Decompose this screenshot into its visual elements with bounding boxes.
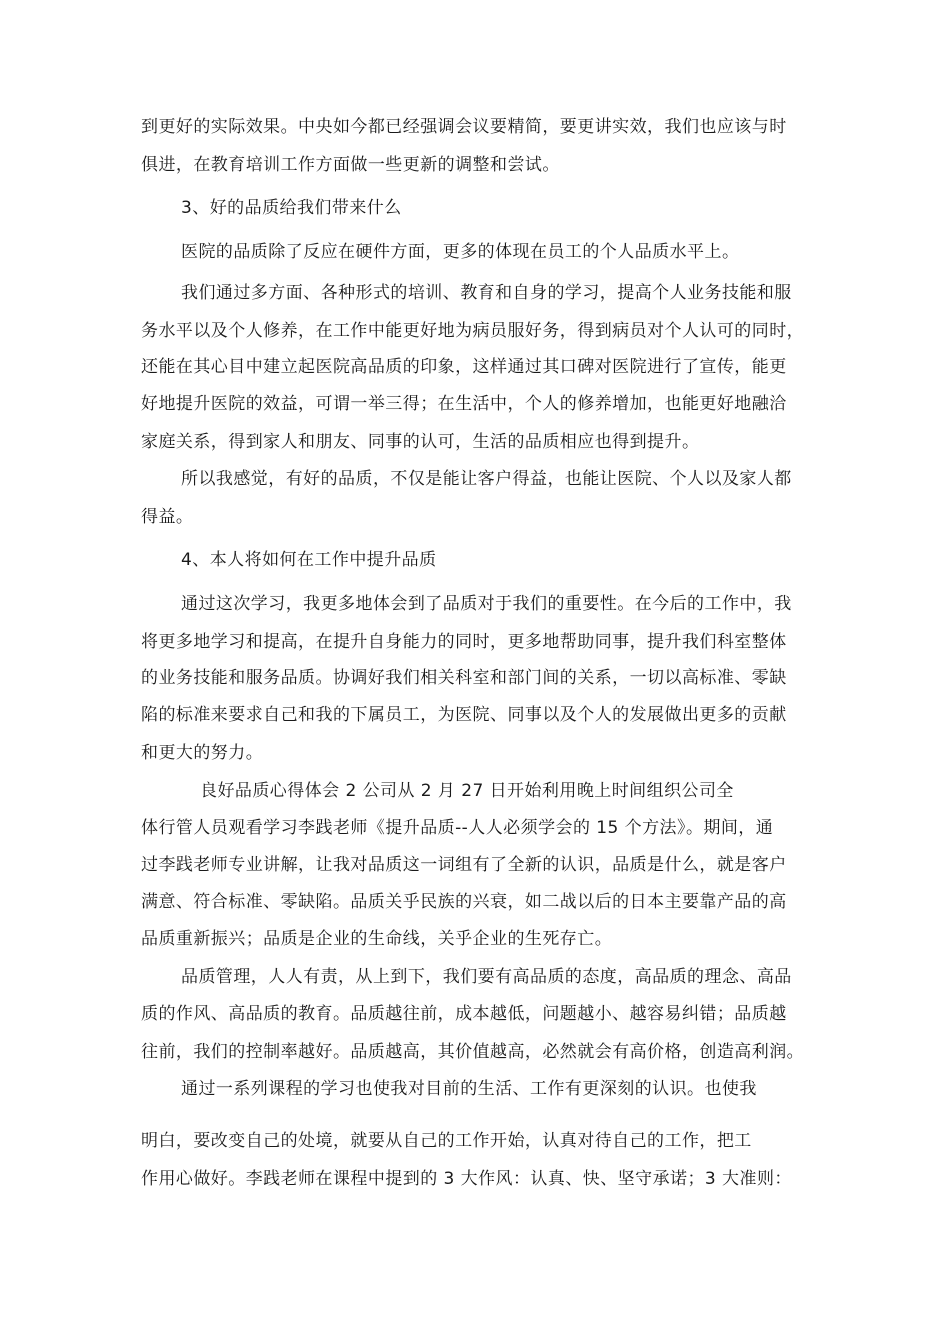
text-line: 务水平以及个人修养，在工作中能更好地为病员服好务，得到病员对个人认可的同时，: [141, 321, 805, 341]
text-line: 还能在其心目中建立起医院高品质的印象，这样通过其口碑对医院进行了宣传，能更: [141, 357, 787, 377]
text-line: 作用心做好。李践老师在课程中提到的 3 大作风：认真、快、坚守承诺；3 大准则：: [141, 1169, 792, 1189]
text-line: 俱进，在教育培训工作方面做一些更新的调整和尝试。: [141, 155, 560, 175]
text-line: 通过这次学习，我更多地体会到了品质对于我们的重要性。在今后的工作中，我: [181, 594, 792, 614]
text-line: 过李践老师专业讲解，让我对品质这一词组有了全新的认识，品质是什么，就是客户: [141, 855, 787, 875]
text-line: 我们通过多方面、各种形式的培训、教育和自身的学习，提高个人业务技能和服: [181, 283, 792, 303]
text-line: 得益。: [141, 507, 194, 527]
text-line: 满意、符合标准、零缺陷。品质关乎民族的兴衰，如二战以后的日本主要靠产品的高: [141, 892, 787, 912]
text-line: 医院的品质除了反应在硬件方面，更多的体现在员工的个人品质水平上。: [181, 242, 740, 262]
text-line: 家庭关系，得到家人和朋友、同事的认可，生活的品质相应也得到提升。: [141, 432, 700, 452]
text-line: 品质重新振兴；品质是企业的生命线，关乎企业的生死存亡。: [141, 929, 613, 949]
text-line: 明白，要改变自己的处境，就要从自己的工作开始，认真对待自己的工作，把工: [141, 1131, 752, 1151]
text-line: 到更好的实际效果。中央如今都已经强调会议要精简，要更讲实效，我们也应该与时: [141, 117, 787, 137]
text-line: 所以我感觉，有好的品质，不仅是能让客户得益，也能让医院、个人以及家人都: [181, 469, 792, 489]
text-line: 的业务技能和服务品质。协调好我们相关科室和部门间的关系，一切以高标准、零缺: [141, 668, 787, 688]
text-line: 品质管理，人人有责，从上到下，我们要有高品质的态度，高品质的理念、高品: [181, 967, 792, 987]
section-heading: 4、本人将如何在工作中提升品质: [181, 550, 437, 570]
section-heading: 良好品质心得体会 2 公司从 2 月 27 日开始利用晚上时间组织公司全: [200, 781, 734, 801]
text-line: 体行管人员观看学习李践老师《提升品质--人人必须学会的 15 个方法》。期间，通: [141, 818, 774, 838]
text-line: 通过一系列课程的学习也使我对目前的生活、工作有更深刻的认识。也使我: [181, 1079, 757, 1099]
text-line: 将更多地学习和提高，在提升自身能力的同时，更多地帮助同事，提升我们科室整体: [141, 632, 787, 652]
text-line: 和更大的努力。: [141, 743, 264, 763]
text-line: 往前，我们的控制率越好。品质越高，其价值越高，必然就会有高价格，创造高利润。: [141, 1042, 805, 1062]
section-heading: 3、好的品质给我们带来什么: [181, 198, 402, 218]
text-line: 陷的标准来要求自己和我的下属员工，为医院、同事以及个人的发展做出更多的贡献: [141, 705, 787, 725]
text-line: 好地提升医院的效益，可谓一举三得；在生活中，个人的修养增加，也能更好地融洽: [141, 394, 787, 414]
text-line: 质的作风、高品质的教育。品质越往前，成本越低，问题越小、越容易纠错；品质越: [141, 1004, 787, 1024]
